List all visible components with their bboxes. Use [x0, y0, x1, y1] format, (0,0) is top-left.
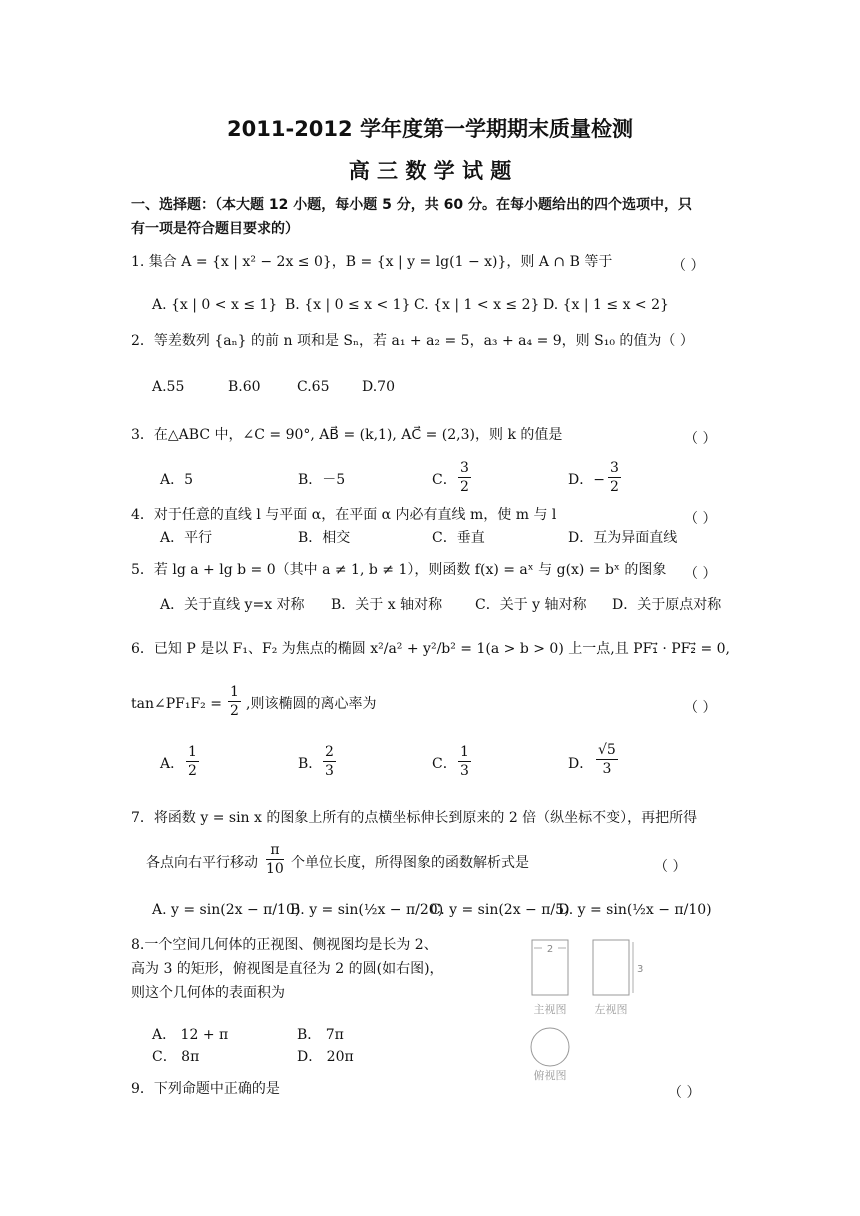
q7-line2-fraction — [266, 843, 284, 876]
q3-option-a: A．5 — [160, 472, 194, 488]
fraction-numerator: 3 — [460, 460, 469, 476]
fraction-denominator: 2 — [610, 479, 619, 495]
front-width-label: 2 — [546, 944, 554, 955]
question-8-line2: 高为 3 的矩形，俯视图是直径为 2 的圆(如右图)， — [131, 961, 444, 977]
three-view-figure — [520, 936, 650, 1086]
answer-paren: （ ） — [684, 431, 717, 447]
question-9-stem: 9．下列命题中正确的是 — [131, 1081, 280, 1097]
q1-option-a: A. {x | 0 < x ≤ 1} — [152, 297, 278, 313]
fraction-numerator: 1 — [460, 744, 469, 760]
top-view-caption: 俯视图 — [533, 1069, 567, 1082]
answer-paren: （ ） — [654, 859, 687, 875]
q8-option-d: D． 20π — [297, 1049, 354, 1065]
q4-option-d: D．互为异面直线 — [568, 530, 678, 546]
q8-option-a: A． 12 + π — [152, 1027, 229, 1043]
q5-option-a: A．关于直线 y=x 对称 — [160, 597, 305, 613]
q6-option-b-label: B． — [298, 756, 323, 772]
side-view — [593, 940, 643, 1016]
question-7-stem: 7．将函数 y = sin x 的图象上所有的点横坐标伸长到原来的 2 倍（纵坐标不变），再把所得 — [131, 810, 698, 826]
front-view-caption: 主视图 — [533, 1003, 567, 1016]
answer-paren: （ ） — [684, 511, 717, 527]
q3-option-d-label: D．− — [568, 472, 605, 488]
answer-paren: （ ） — [668, 1085, 701, 1101]
q6-line2-suffix: ,则该椭圆的离心率为 — [246, 696, 377, 712]
q2-option-b: B.60 — [228, 379, 261, 395]
fraction-denominator: 2 — [460, 479, 469, 495]
q5-option-d: D．关于原点对称 — [612, 597, 722, 613]
q6-option-a-label: A． — [160, 756, 185, 772]
q4-option-c: C．垂直 — [432, 530, 485, 546]
q1-option-d: D. {x | 1 ≤ x < 2} — [543, 297, 669, 313]
fraction-numerator: 1 — [230, 684, 239, 700]
q3-option-b: B．－5 — [298, 472, 346, 488]
section-heading-line2: 有一项是符合题目要求的） — [131, 221, 299, 237]
q5-option-c: C．关于 y 轴对称 — [475, 597, 587, 613]
q4-option-a: A．平行 — [160, 530, 213, 546]
question-3-stem: 3．在△ABC 中，∠C = 90°, AB⃗ = (k,1), AC⃗ = (2,3)，则 k 的值是 — [131, 427, 563, 443]
question-2-stem: 2．等差数列 {aₙ} 的前 n 项和是 Sₙ，若 a₁ + a₂ = 5，a₃ + a₄ = 9，则 S₁₀ 的值为（ ） — [131, 333, 694, 349]
question-8-line3: 则这个几何体的表面积为 — [131, 985, 285, 1001]
q6-option-d-label: D． — [568, 756, 594, 772]
exam-title: 2011-2012 学年度第一学期期末质量检测 — [227, 117, 633, 141]
question-1-stem: 1. 集合 A = {x | x² − 2x ≤ 0}，B = {x | y = lg(1 − x)}，则 A ∩ B 等于 — [131, 254, 613, 270]
fraction-numerator: 3 — [610, 460, 619, 476]
question-4-stem: 4．对于任意的直线 l 与平面 α，在平面 α 内必有直线 m，使 m 与 l — [131, 507, 557, 523]
q7-line2-suffix: 个单位长度，所得图象的函数解析式是 — [291, 855, 529, 871]
fraction-denominator: 2 — [188, 763, 197, 779]
question-5-stem: 5．若 lg a + lg b = 0（其中 a ≠ 1, b ≠ 1），则函数 f(x) = aˣ 与 g(x) = bˣ 的图象 — [131, 562, 667, 578]
top-view — [531, 1028, 569, 1082]
fraction-denominator: 3 — [460, 763, 469, 779]
exam-subtitle: 高 三 数 学 试 题 — [348, 159, 512, 183]
q7-line2-prefix: 各点向右平行移动 — [146, 855, 258, 871]
fraction-denominator: 3 — [602, 761, 612, 777]
q8-option-c: C． 8π — [152, 1049, 200, 1065]
fraction-denominator: 2 — [230, 703, 239, 719]
front-view — [532, 940, 568, 1016]
q4-option-b: B．相交 — [298, 530, 351, 546]
fraction-denominator: 10 — [266, 861, 284, 877]
side-height-label: 3 — [637, 964, 644, 975]
q1-option-b: B. {x | 0 ≤ x < 1} — [285, 297, 411, 313]
answer-paren: （ ） — [684, 700, 717, 716]
fraction-numerator: 2 — [325, 744, 334, 760]
fraction-denominator: 3 — [325, 763, 334, 779]
q8-option-b: B． 7π — [297, 1027, 344, 1043]
fraction-numerator: π — [270, 842, 280, 858]
q3-option-c-label: C． — [432, 472, 457, 488]
q7-option-c: C. y = sin(2x − π/5) — [430, 902, 570, 918]
question-6-stem: 6．已知 P 是以 F₁、F₂ 为焦点的椭圆 x²/a² + y²/b² = 1(a > b > 0) 上一点,且 PF₁⃗ · PF₂⃗ = 0, — [131, 641, 730, 657]
q6-option-c-label: C． — [432, 756, 457, 772]
answer-paren: （ ） — [672, 258, 705, 274]
q3-option-d-fraction — [608, 461, 621, 494]
q6-option-a-fraction — [186, 745, 199, 778]
q2-option-c: C.65 — [297, 379, 330, 395]
q6-option-c-fraction — [458, 745, 471, 778]
q1-option-c: C. {x | 1 < x ≤ 2} — [414, 297, 540, 313]
q6-line2-prefix: tan∠PF₁F₂ = — [131, 696, 222, 712]
q7-option-b: B. y = sin(½x − π/20) — [290, 902, 444, 918]
q6-option-b-fraction — [323, 745, 336, 778]
q7-option-a: A. y = sin(2x − π/10) — [152, 902, 301, 918]
question-8-line1: 8.一个空间几何体的正视图、侧视图均是长为 2、 — [131, 937, 438, 953]
q3-option-c-fraction — [458, 461, 471, 494]
section-heading-line1: 一、选择题：（本大题 12 小题，每小题 5 分，共 60 分。在每小题给出的四个选项中，只 — [131, 197, 692, 213]
q2-option-d: D.70 — [362, 379, 395, 395]
q5-option-b: B．关于 x 轴对称 — [331, 597, 443, 613]
fraction-numerator: √5 — [598, 742, 616, 758]
answer-paren: （ ） — [684, 566, 717, 582]
q6-option-d-fraction — [596, 743, 618, 776]
q2-option-a: A.55 — [152, 379, 185, 395]
q6-line2-fraction — [228, 685, 241, 718]
side-view-caption: 左视图 — [594, 1003, 628, 1016]
q7-option-d: D. y = sin(½x − π/10) — [558, 902, 712, 918]
fraction-numerator: 1 — [188, 744, 197, 760]
